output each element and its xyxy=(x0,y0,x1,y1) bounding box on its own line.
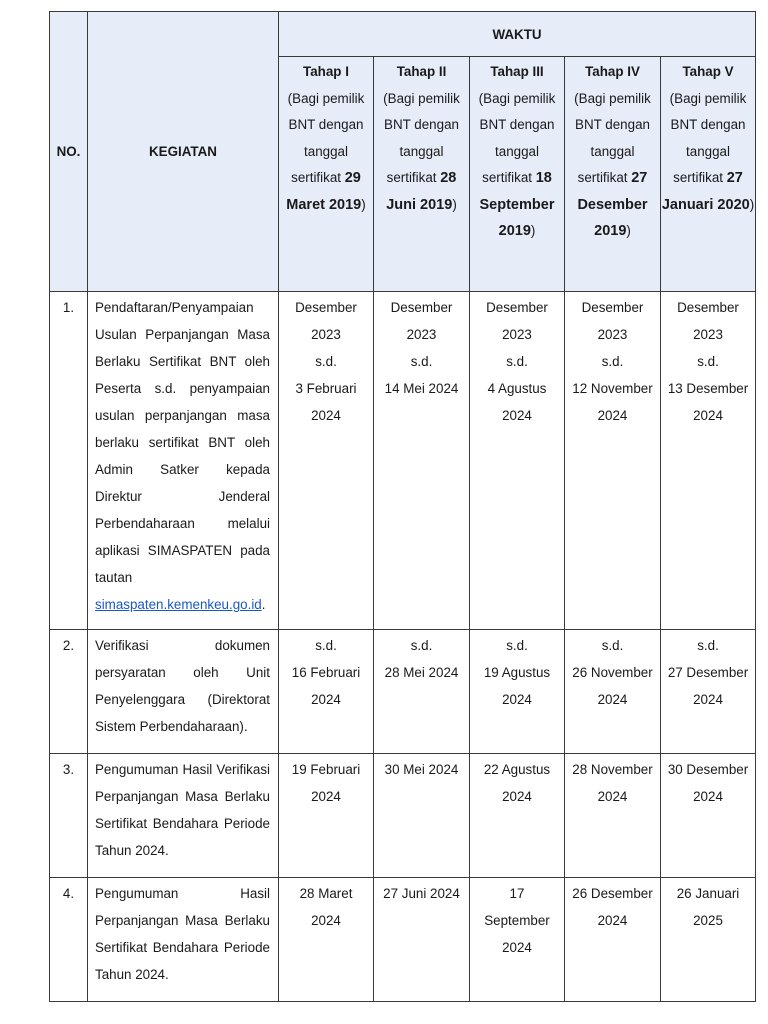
waktu-cell xyxy=(470,292,565,630)
kegiatan-text: Pengumuman Hasil Verifikasi Perpanjangan Masa Berlaku Sertifikat Bendahara Periode Tahun 2024. xyxy=(95,762,270,858)
waktu-cell xyxy=(565,878,661,1002)
waktu-line: s.d. xyxy=(697,354,719,369)
waktu-line: 19 Februari xyxy=(291,762,361,777)
waktu-line: 27 Desember xyxy=(667,665,749,680)
waktu-line: 2024 xyxy=(597,913,628,928)
waktu-cell xyxy=(279,754,374,878)
header-tahap-4: Tahap IV (Bagi pemilik BNT dengan tanggal sertifikat 27 Desember 2019) xyxy=(565,57,661,292)
waktu-line: 2024 xyxy=(311,408,341,423)
waktu-cell xyxy=(374,878,470,1002)
waktu-cell xyxy=(374,754,470,878)
waktu-line: September xyxy=(484,913,550,928)
waktu-cell xyxy=(565,630,661,754)
waktu-line: 2025 xyxy=(693,913,723,928)
waktu-line: 28 Mei 2024 xyxy=(384,665,459,680)
waktu-line: s.d. xyxy=(315,354,337,369)
waktu-cell xyxy=(279,630,374,754)
waktu-line: 19 Agustus xyxy=(483,665,551,680)
waktu-line: 27 Juni 2024 xyxy=(383,886,460,901)
waktu-cell xyxy=(279,292,374,630)
waktu-line: 2024 xyxy=(502,408,532,423)
waktu-line: 2024 xyxy=(693,789,723,804)
waktu-line: s.d. xyxy=(697,638,719,653)
waktu-line: 12 November xyxy=(572,381,653,396)
waktu-line: 2024 xyxy=(597,692,628,707)
waktu-line: s.d. xyxy=(601,354,624,369)
waktu-line: 28 November xyxy=(572,762,653,777)
waktu-line: 2024 xyxy=(311,913,341,928)
waktu-cell xyxy=(661,630,756,754)
header-kegiatan: KEGIATAN xyxy=(88,12,279,292)
waktu-cell xyxy=(565,292,661,630)
waktu-line: Desember xyxy=(295,300,357,315)
waktu-cell xyxy=(374,630,470,754)
kegiatan-cell xyxy=(88,292,279,630)
waktu-line: s.d. xyxy=(410,354,433,369)
waktu-cell xyxy=(565,754,661,878)
header-tahap-3: Tahap III (Bagi pemilik BNT dengan tanggal sertifikat 18 September 2019) xyxy=(470,57,565,292)
header-tahap-2: Tahap II (Bagi pemilik BNT dengan tanggal sertifikat 28 Juni 2019) xyxy=(374,57,470,292)
kegiatan-cell xyxy=(88,878,279,1002)
schedule-table xyxy=(49,11,756,1002)
waktu-line: s.d. xyxy=(601,638,624,653)
waktu-line: 2024 xyxy=(693,408,723,423)
kegiatan-cell xyxy=(88,630,279,754)
table-row xyxy=(50,878,756,1002)
waktu-line: Desember xyxy=(486,300,548,315)
waktu-line: 2024 xyxy=(311,692,341,707)
waktu-line: 2024 xyxy=(502,789,532,804)
kegiatan-text: Verifikasi dokumen persyaratan oleh Unit Penyelenggara (Direktorat Sistem Perbendaharaan). xyxy=(95,638,270,734)
waktu-line: 26 November xyxy=(572,665,653,680)
waktu-line: 2024 xyxy=(502,940,532,955)
header-tahap-5: Tahap V (Bagi pemilik BNT dengan tanggal sertifikat 27 Januari 2020) xyxy=(661,57,756,292)
waktu-cell xyxy=(661,292,756,630)
waktu-line: s.d. xyxy=(506,354,528,369)
waktu-line: 2023 xyxy=(311,327,341,342)
waktu-line: 26 Desember xyxy=(572,886,653,901)
waktu-line: 14 Mei 2024 xyxy=(384,381,459,396)
waktu-line: 2023 xyxy=(406,327,437,342)
waktu-cell xyxy=(470,754,565,878)
waktu-line: s.d. xyxy=(315,638,337,653)
waktu-line: 17 xyxy=(509,886,525,901)
waktu-line: 2024 xyxy=(597,789,628,804)
waktu-cell xyxy=(470,878,565,1002)
waktu-cell xyxy=(470,630,565,754)
waktu-line: 30 Desember xyxy=(667,762,749,777)
kegiatan-text: Pengumuman Hasil Perpanjangan Masa Berlaku Sertifikat Bendahara Periode Tahun 2024. xyxy=(95,886,270,982)
header-tahap-1: Tahap I (Bagi pemilik BNT dengan tanggal sertifikat 29 Maret 2019) xyxy=(279,57,374,292)
header-no: NO. xyxy=(50,12,88,292)
table-row xyxy=(50,630,756,754)
waktu-cell xyxy=(661,878,756,1002)
row-number: 2. xyxy=(50,630,88,754)
row-number: 4. xyxy=(50,878,88,1002)
waktu-line: 22 Agustus xyxy=(483,762,551,777)
waktu-line: 3 Februari xyxy=(295,381,357,396)
waktu-line: 2023 xyxy=(597,327,628,342)
waktu-line: Desember xyxy=(390,300,453,315)
waktu-line: s.d. xyxy=(506,638,528,653)
waktu-line: 2024 xyxy=(311,789,341,804)
waktu-line: 2024 xyxy=(597,408,628,423)
waktu-line: 2023 xyxy=(502,327,532,342)
header-waktu: WAKTU xyxy=(279,12,756,57)
row-number: 1. xyxy=(50,292,88,630)
waktu-line: s.d. xyxy=(410,638,433,653)
waktu-cell xyxy=(374,292,470,630)
waktu-cell xyxy=(279,878,374,1002)
waktu-line: 26 Januari xyxy=(676,886,740,901)
link-suffix: . xyxy=(261,597,266,612)
waktu-line: 28 Maret xyxy=(299,886,353,901)
waktu-line: 30 Mei 2024 xyxy=(384,762,459,777)
waktu-line: 2023 xyxy=(693,327,723,342)
kegiatan-text: Pendaftaran/Penyampaian Usulan Perpanjangan Masa Berlaku Sertifikat BNT oleh Peserta s.d. penyampaian usulan perpanjangan masa berlaku sertifikat BNT oleh Admin Satker kepada Direktur Jenderal Perbendaharaan melalui aplikasi SIMASPATEN pada tautan xyxy=(95,300,270,585)
simaspaten-link[interactable]: simaspaten.kemenkeu.go.id xyxy=(95,597,262,612)
waktu-line: Desember xyxy=(581,300,644,315)
waktu-cell xyxy=(661,754,756,878)
table-row xyxy=(50,754,756,878)
table-row xyxy=(50,292,756,630)
waktu-line: 2024 xyxy=(693,692,723,707)
waktu-line: 4 Agustus xyxy=(487,381,547,396)
waktu-line: Desember xyxy=(677,300,739,315)
waktu-line: 13 Desember xyxy=(667,381,749,396)
kegiatan-cell xyxy=(88,754,279,878)
waktu-line: 2024 xyxy=(502,692,532,707)
row-number: 3. xyxy=(50,754,88,878)
waktu-line: 16 Februari xyxy=(291,665,361,680)
